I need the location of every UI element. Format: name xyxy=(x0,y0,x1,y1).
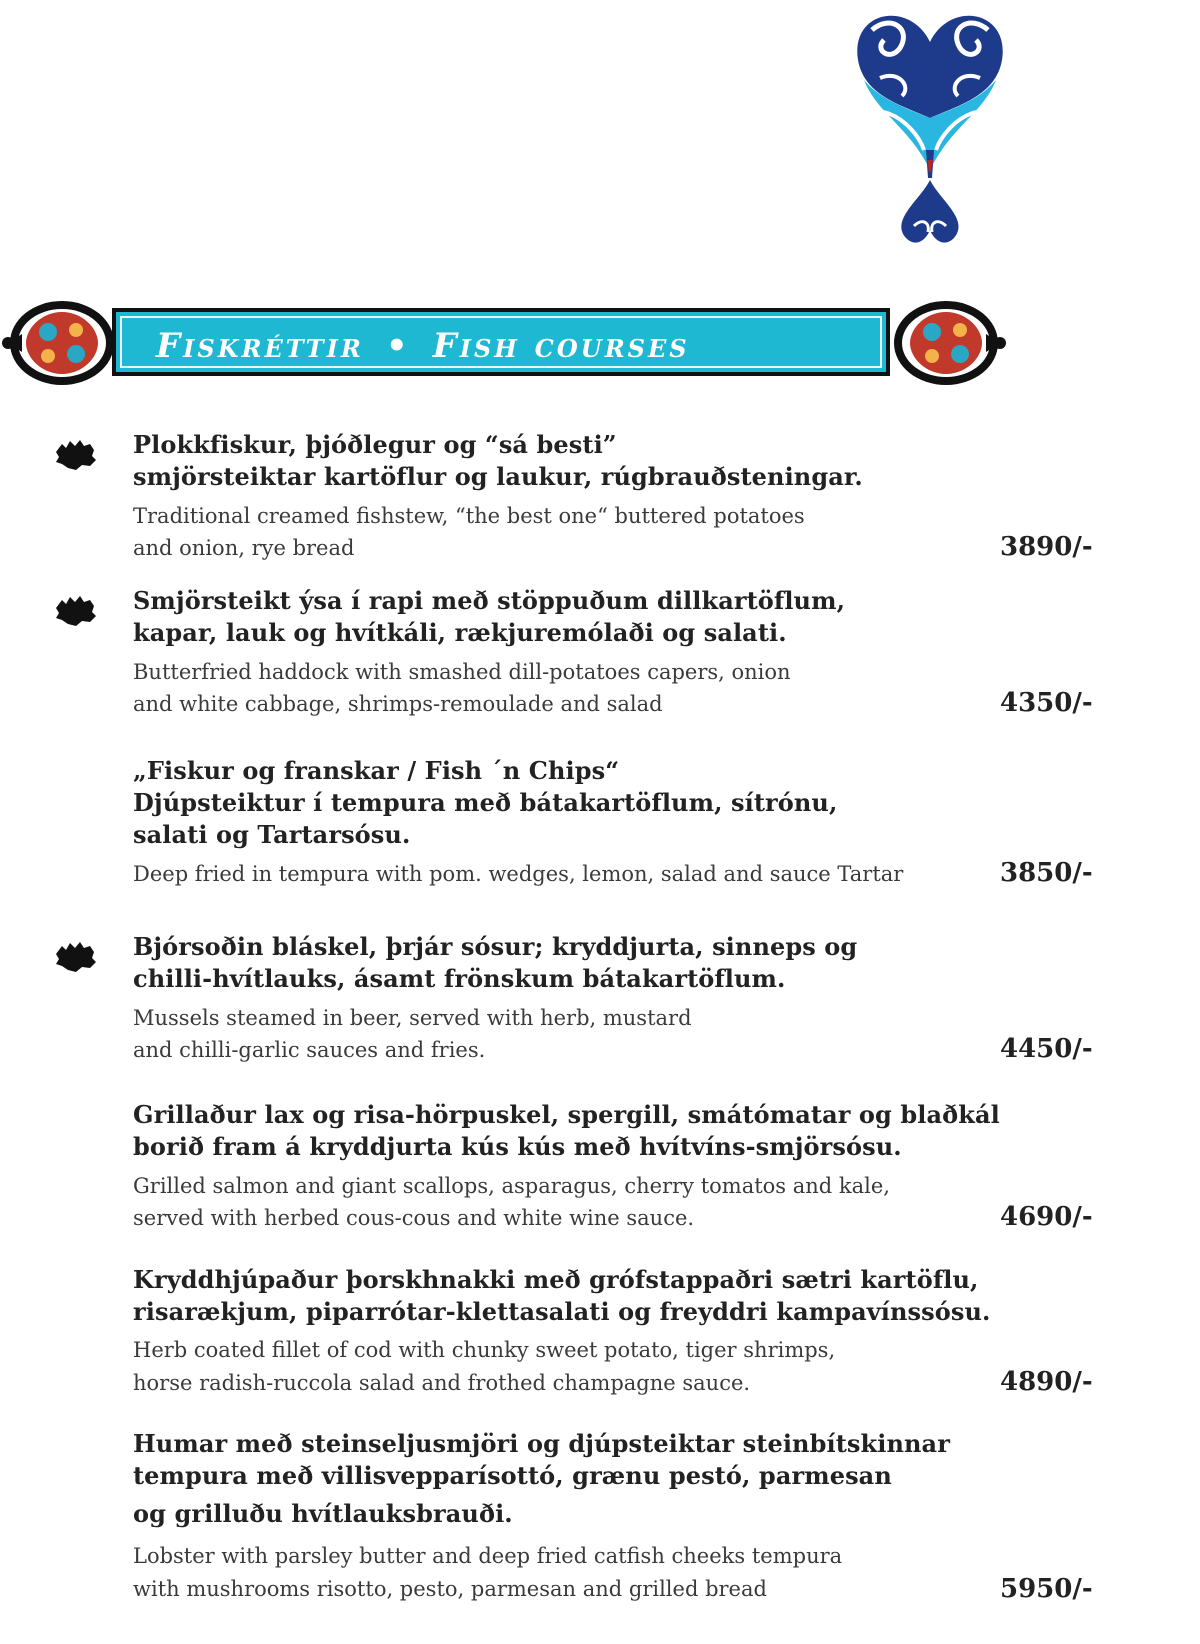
item-title-line: kapar, lauk og hvítkáli, rækjuremólaði og salati. xyxy=(133,618,787,647)
right-end-ornament xyxy=(890,298,1008,388)
header-banner xyxy=(112,308,890,376)
iceland-map-icon xyxy=(52,940,98,974)
item-title-line: salati og Tartarsósu. xyxy=(133,820,411,849)
item-description-line: Grilled salmon and giant scallops, asparagus, cherry tomatos and kale, xyxy=(133,1174,890,1198)
item-title-line: og grilluðu hvítlauksbrauði. xyxy=(133,1499,513,1528)
item-price: 4890/- xyxy=(1000,1367,1093,1397)
item-description-line: Butterfried haddock with smashed dill-potatoes capers, onion xyxy=(133,660,791,684)
item-title-line: risarækjum, piparrótar-klettasalati og freyddri kampavínssósu. xyxy=(133,1297,991,1326)
item-price: 4690/- xyxy=(1000,1202,1093,1232)
item-title-line: Grillaður lax og risa-hörpuskel, spergill, smátómatar og blaðkál xyxy=(133,1100,1000,1129)
section-header xyxy=(0,298,1010,388)
item-description-line: and onion, rye bread xyxy=(133,536,355,560)
section-title xyxy=(156,326,690,366)
item-title-line: Plokkfiskur, þjóðlegur og “sá besti” xyxy=(133,430,617,459)
item-price: 4450/- xyxy=(1000,1034,1093,1064)
item-title-line: Humar með steinseljusmjöri og djúpsteiktar steinbítskinnar xyxy=(133,1429,950,1458)
item-description-line: horse radish-ruccola salad and frothed champagne sauce. xyxy=(133,1371,751,1395)
item-title-line: tempura með villisvepparísottó, grænu pestó, parmesan xyxy=(133,1461,892,1490)
item-title-line: smjörsteiktar kartöflur og laukur, rúgbrauðsteningar. xyxy=(133,462,863,491)
iceland-map-icon xyxy=(52,438,98,472)
item-price: 3890/- xyxy=(1000,532,1093,562)
title-separator: • xyxy=(385,326,411,366)
item-price: 4350/- xyxy=(1000,688,1093,718)
section-title-en: Fish courses xyxy=(432,326,690,366)
item-title-line: Smjörsteikt ýsa í rapi með stöppuðum dillkartöflum, xyxy=(133,586,846,615)
left-end-ornament xyxy=(0,298,118,388)
item-price: 5950/- xyxy=(1000,1574,1093,1604)
item-title-line: Kryddhjúpaður þorskhnakki með grófstappaðri sætri kartöflu, xyxy=(133,1265,979,1294)
item-title-line: „Fiskur og franskar / Fish ´n Chips“ xyxy=(133,756,620,785)
item-title-line: chilli-hvítlauks, ásamt frönskum bátakartöflum. xyxy=(133,964,786,993)
item-description-line: with mushrooms risotto, pesto, parmesan and grilled bread xyxy=(133,1577,767,1601)
item-description-line: Traditional creamed fishstew, “the best one“ buttered potatoes xyxy=(133,504,805,528)
item-description-line: Mussels steamed in beer, served with herb, mustard xyxy=(133,1006,692,1030)
item-description-line: Deep fried in tempura with pom. wedges, lemon, salad and sauce Tartar xyxy=(133,862,904,886)
item-title-line: Djúpsteiktur í tempura með bátakartöflum, sítrónu, xyxy=(133,788,838,817)
item-title-line: borið fram á kryddjurta kús kús með hvítvíns-smjörsósu. xyxy=(133,1132,902,1161)
item-description-line: and white cabbage, shrimps-remoulade and salad xyxy=(133,692,663,716)
iceland-map-icon xyxy=(52,594,98,628)
item-description-line: and chilli-garlic sauces and fries. xyxy=(133,1038,486,1062)
item-description-line: Lobster with parsley butter and deep fried catfish cheeks tempura xyxy=(133,1544,843,1568)
decorative-ornament xyxy=(850,0,1010,265)
section-title-is: Fiskréttir xyxy=(156,326,364,366)
item-price: 3850/- xyxy=(1000,858,1093,888)
item-description-line: served with herbed cous-cous and white wine sauce. xyxy=(133,1206,695,1230)
item-title-line: Bjórsoðin bláskel, þrjár sósur; kryddjurta, sinneps og xyxy=(133,932,858,961)
item-description-line: Herb coated fillet of cod with chunky sweet potato, tiger shrimps, xyxy=(133,1338,836,1362)
